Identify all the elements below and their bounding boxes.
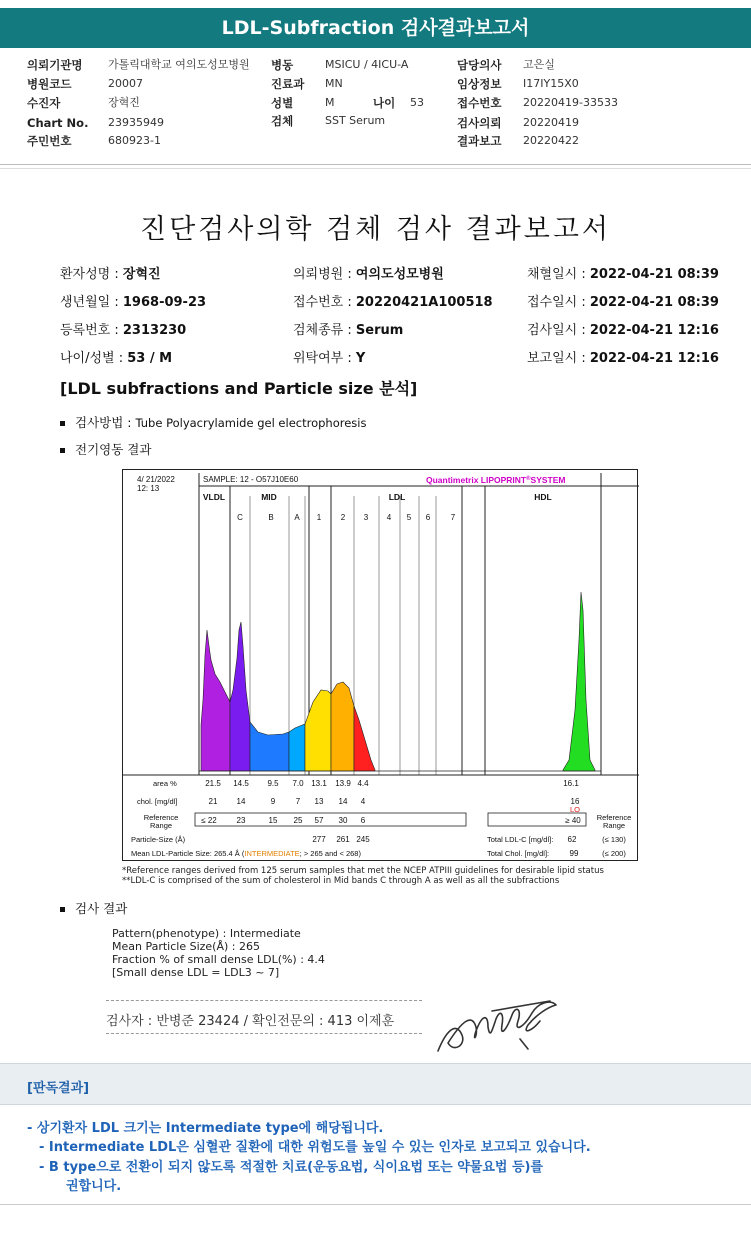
- dept-label: 진료과: [271, 77, 305, 91]
- footnote-2: **LDL-C is comprised of the sum of cholesterol in Mid bands C through A as well as all the subfractions: [122, 876, 560, 886]
- examinee-value: 장혁진: [108, 96, 140, 109]
- area-value-7: 16.1: [563, 779, 579, 788]
- doctor-value: 고은실: [523, 58, 555, 71]
- specimen-type-field: [293, 319, 403, 338]
- reported-value: 2022-04-21 12:16: [589, 351, 719, 366]
- ref-value-4: 57: [314, 816, 324, 825]
- req-hospital-field: [293, 263, 444, 282]
- chart-no-label: Chart No.: [27, 116, 89, 130]
- dob-field: [60, 291, 206, 310]
- area-value-3: 7.0: [292, 779, 304, 788]
- particle-label: Particle-Size (Å): [131, 835, 186, 844]
- dob-key: 생년월일 :: [60, 295, 123, 310]
- specimen-type-value: Serum: [355, 323, 404, 338]
- chart-footnotes: [122, 866, 604, 886]
- area-mid-c: [230, 622, 250, 771]
- receipt-no-field: [293, 291, 493, 310]
- institution-label: 의뢰기관명: [27, 58, 83, 72]
- bullet-icon: [60, 421, 65, 426]
- report-header-title: LDL-Subfraction 검사결과보고서: [0, 8, 751, 48]
- group-label-mid: MID: [261, 492, 277, 502]
- band-label-4: 4: [386, 513, 392, 522]
- dob-value: 1968-09-23: [122, 295, 207, 310]
- req-hospital-value: 여의도성모병원: [355, 267, 444, 282]
- opinion-line-1: - 상기환자 LDL 크기는 Intermediate type에 해당됩니다.: [27, 1121, 384, 1136]
- receipt-no-key: 접수번호 :: [293, 295, 356, 310]
- opinion-body: [0, 1105, 751, 1205]
- chol-value-1: 14: [236, 797, 246, 806]
- chart-sample: SAMPLE: 12 - O57J10E60: [203, 475, 299, 484]
- report-document: [0, 168, 751, 1060]
- chol-value-2: 9: [270, 797, 276, 806]
- sex-label: 성별: [271, 96, 294, 110]
- hdl-ref-label-2: Range: [602, 821, 626, 830]
- received-key: 접수일시 :: [527, 295, 590, 310]
- institution-value: 가톨릭대학교 여의도성모병원: [108, 58, 250, 71]
- area-value-1: 14.5: [233, 779, 249, 788]
- ref-value-2: 15: [268, 816, 278, 825]
- report-date-value: 20220422: [523, 134, 579, 147]
- chart-time: 12: 13: [137, 484, 160, 493]
- chol-value-3: 7: [295, 797, 301, 806]
- hdl-flag: LO: [569, 805, 581, 814]
- dept-value: MN: [325, 77, 343, 90]
- reported-field: [527, 347, 719, 366]
- tested-value: 2022-04-21 12:16: [589, 323, 719, 338]
- footnote-1: *Reference ranges derived from 125 serum samples that met the NCEP ATPIII guidelines for desirable lipid status: [122, 866, 604, 876]
- report-date-label: 결과보고: [457, 134, 502, 148]
- result-line-pattern: Pattern(phenotype) : Intermediate: [112, 927, 301, 940]
- signature-image: [432, 991, 562, 1061]
- ref-value-1: 23: [236, 816, 246, 825]
- age-sex-field: [60, 347, 172, 366]
- bullet-icon: [60, 907, 65, 912]
- result-line-definition: [Small dense LDL = LDL3 ~ 7]: [112, 966, 280, 979]
- band-label-7: 7: [450, 513, 456, 522]
- group-label-ldl: LDL: [388, 492, 406, 502]
- method-value: Tube Polyacrylamide gel electrophoresis: [135, 416, 367, 430]
- request-date-label: 검사의뢰: [457, 116, 502, 130]
- opinion-header: [0, 1063, 751, 1105]
- particle-value-0: 277: [312, 835, 326, 844]
- reported-key: 보고일시 :: [527, 351, 590, 366]
- tested-field: [527, 319, 719, 338]
- chol-value-4: 13: [314, 797, 324, 806]
- signature-line-bottom: [106, 1033, 422, 1034]
- received-field: [527, 291, 719, 310]
- group-label-hdl: HDL: [534, 492, 552, 502]
- ward-value: MSICU / 4ICU-A: [325, 58, 409, 71]
- band-label-3: 3: [363, 513, 369, 522]
- mean-size: Mean LDL-Particle Size: 265.4 Å (INTERMEDIATE; > 265 and < 268): [131, 849, 361, 858]
- result-label: 검사 결과: [75, 901, 128, 916]
- age-label: 나이: [373, 96, 396, 110]
- band-label-b: B: [268, 513, 274, 522]
- total-ldl-label: Total LDL-C [mg/dl]:: [487, 835, 554, 844]
- specimen-type-key: 검체종류 :: [293, 323, 356, 338]
- received-value: 2022-04-21 08:39: [589, 295, 719, 310]
- sex-value: M: [325, 96, 335, 109]
- age-value: 53: [410, 96, 424, 109]
- opinion-title: [판독결과]: [27, 1081, 90, 1096]
- chart-brand: Quantimetrix LIPOPRINT®SYSTEM: [426, 475, 566, 485]
- chol-label: chol. [mg/dl]: [137, 797, 178, 806]
- area-mid-b: [250, 722, 289, 771]
- method-item: [60, 413, 366, 431]
- total-chol-label: Total Chol. [mg/dl]:: [487, 849, 550, 858]
- result-item: [60, 899, 127, 917]
- band-label-2: 2: [340, 513, 346, 522]
- area-value-5: 13.9: [335, 779, 351, 788]
- collect-key: 채혈일시 :: [527, 267, 590, 282]
- bullet-icon: [60, 448, 65, 453]
- opinion-line-2: - Intermediate LDL은 심혈관 질환에 대한 위험도를 높일 수 있는 인자로 보고되고 있습니다.: [39, 1140, 591, 1155]
- request-date-value: 20220419: [523, 116, 579, 129]
- particle-value-2: 245: [356, 835, 370, 844]
- area-hdl: [563, 592, 595, 771]
- report-title: 진단검사의학 검체 검사 결과보고서: [140, 214, 611, 245]
- band-label-1: 1: [316, 513, 322, 522]
- area-mid-a: [289, 724, 305, 771]
- hdl-ref-value: ≥ 40: [565, 816, 581, 825]
- chol-value-7: 16: [570, 797, 580, 806]
- reg-key: 등록번호 :: [60, 323, 123, 338]
- req-hospital-key: 의뢰병원 :: [293, 267, 356, 282]
- total-chol-ref: (≤ 200): [602, 849, 626, 858]
- area-value-6: 4.4: [357, 779, 369, 788]
- chol-value-0: 21: [208, 797, 218, 806]
- ward-label: 병동: [271, 58, 294, 72]
- total-chol-value: 99: [569, 849, 579, 858]
- outsourced-value: Y: [355, 351, 366, 366]
- rrn-label: 주민번호: [27, 134, 72, 148]
- doctor-label: 담당의사: [457, 58, 502, 72]
- clinical-label: 임상정보: [457, 77, 502, 91]
- signer-text: 검사자 : 반병준 23424 / 확인전문의 : 413 이제훈: [106, 1014, 395, 1029]
- hospital-code-value: 20007: [108, 77, 143, 90]
- result-line-size: Mean Particle Size(Å) : 265: [112, 940, 260, 953]
- band-label-6: 6: [425, 513, 431, 522]
- outsourced-field: [293, 347, 365, 366]
- signature-line-top: [106, 1000, 422, 1001]
- patient-name-field: [60, 263, 161, 282]
- area-value-4: 13.1: [311, 779, 327, 788]
- method-label: 검사방법 :: [75, 415, 136, 430]
- lipoprint-chart: [122, 469, 638, 861]
- divider: [0, 164, 751, 165]
- hospital-code-label: 병원코드: [27, 77, 72, 91]
- lipoprint-svg: [123, 470, 639, 862]
- age-sex-key: 나이/성별 :: [60, 351, 128, 366]
- opinion-line-3: - B type으로 전환이 되지 않도록 적절한 치료(운동요법, 식이요법 또는 약물요법 등)를: [39, 1160, 544, 1175]
- area-label: area %: [153, 779, 177, 788]
- ref-value-5: 30: [338, 816, 348, 825]
- result-text: [112, 927, 325, 979]
- section-title: [LDL subfractions and Particle size 분석]: [60, 379, 418, 398]
- chart-no-value: 23935949: [108, 116, 164, 129]
- request-info: [0, 52, 751, 164]
- reg-field: [60, 319, 186, 338]
- patient-name-value: 장혁진: [122, 267, 161, 282]
- examinee-label: 수진자: [27, 96, 61, 110]
- electro-item: [60, 440, 151, 458]
- chart-date: 4/ 21/2022: [137, 475, 175, 484]
- receipt-value: 20220419-33533: [523, 96, 618, 109]
- group-label-vldl: VLDL: [202, 492, 226, 502]
- area-ldl-2: [331, 682, 354, 771]
- outsourced-key: 위탁여부 :: [293, 351, 356, 366]
- ref-value-3: 25: [293, 816, 303, 825]
- patient-name-key: 환자성명 :: [60, 267, 123, 282]
- clinical-value: I17IY15X0: [523, 77, 579, 90]
- area-ldl-3: [354, 706, 375, 771]
- ref-value-0: ≤ 22: [201, 816, 217, 825]
- reg-value: 2313230: [122, 323, 187, 338]
- collect-field: [527, 263, 719, 282]
- age-sex-value: 53 / M: [127, 351, 173, 366]
- collect-value: 2022-04-21 08:39: [589, 267, 719, 282]
- band-label-5: 5: [406, 513, 412, 522]
- area-value-2: 9.5: [267, 779, 279, 788]
- particle-value-1: 261: [336, 835, 350, 844]
- ref-label-2: Range: [149, 821, 173, 830]
- band-label-c: C: [237, 513, 243, 522]
- tested-key: 검사일시 :: [527, 323, 590, 338]
- total-ldl-value: 62: [567, 835, 577, 844]
- area-vldl: [201, 630, 230, 771]
- specimen-value: SST Serum: [325, 114, 386, 127]
- specimen-label: 검체: [271, 114, 294, 128]
- ref-value-6: 6: [360, 816, 366, 825]
- receipt-label: 접수번호: [457, 96, 502, 110]
- chol-value-5: 14: [338, 797, 348, 806]
- rrn-value: 680923-1: [108, 134, 161, 147]
- electro-label: 전기영동 결과: [75, 442, 152, 457]
- result-line-fraction: Fraction % of small dense LDL(%) : 4.4: [112, 953, 325, 966]
- total-ldl-ref: (≤ 130): [602, 835, 626, 844]
- hdl-ref-label-1: Reference: [596, 813, 632, 822]
- chol-value-6: 4: [360, 797, 366, 806]
- band-label-a: A: [294, 513, 300, 522]
- receipt-no-value: 20220421A100518: [355, 295, 493, 310]
- opinion-line-4: 권합니다.: [66, 1179, 122, 1194]
- area-value-0: 21.5: [205, 779, 221, 788]
- ref-label-1: Reference: [143, 813, 179, 822]
